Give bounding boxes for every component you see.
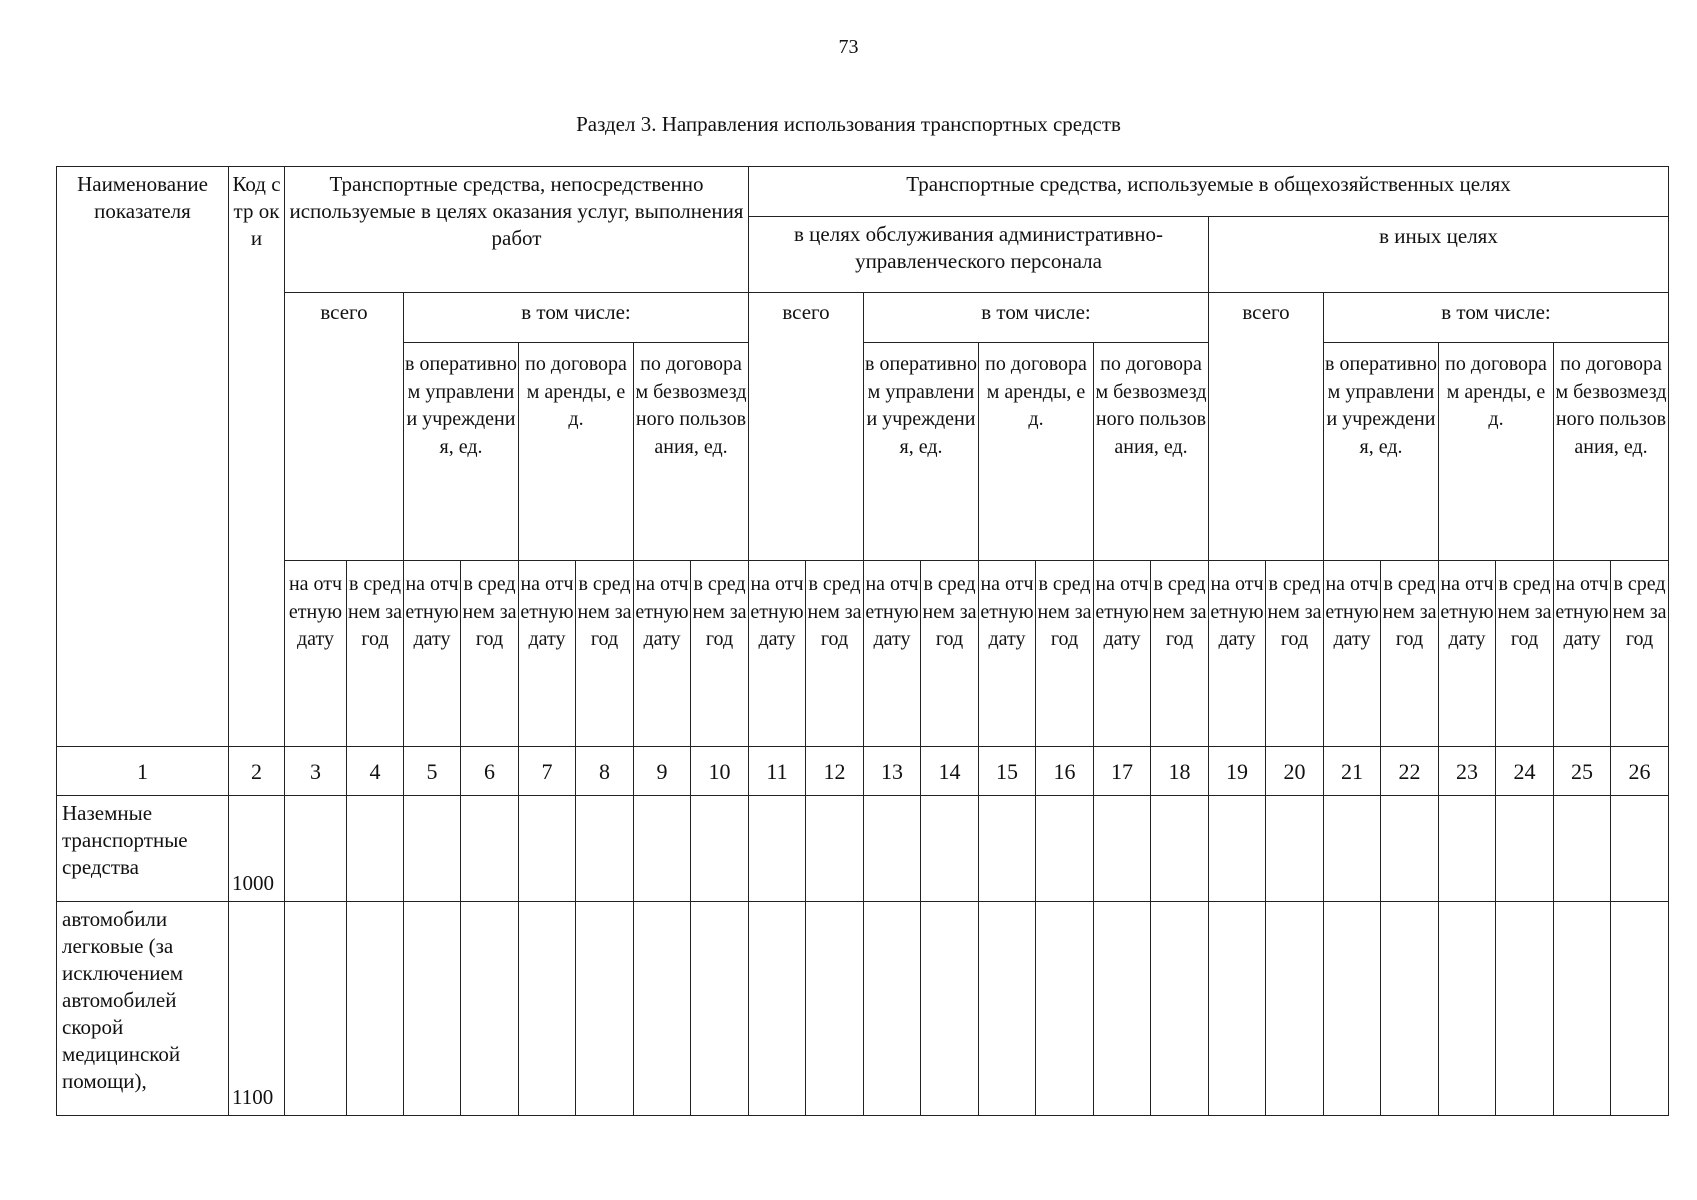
data-cell[interactable] — [404, 796, 461, 902]
header-code: Код стр оки — [229, 167, 285, 747]
data-cell[interactable] — [864, 902, 921, 1116]
data-cell[interactable] — [347, 902, 404, 1116]
column-number: 1 — [57, 747, 229, 796]
header-at-date: на отчетную дату — [1324, 561, 1381, 747]
header-avg-year: в среднем за год — [691, 561, 749, 747]
header-operative: в оперативном управлении учреждения, ед. — [404, 343, 519, 561]
header-at-date: на отчетную дату — [519, 561, 576, 747]
section-title: Раздел 3. Направления использования транспортных средств — [576, 112, 1121, 136]
data-cell[interactable] — [1151, 902, 1209, 1116]
data-cell[interactable] — [691, 902, 749, 1116]
header-avg-year: в среднем за год — [1496, 561, 1554, 747]
header-at-date: на отчетную дату — [1209, 561, 1266, 747]
header-free-use: по договорам безвозмездного пользования, ед. — [634, 343, 749, 561]
column-number: 7 — [519, 747, 576, 796]
data-cell[interactable] — [1554, 902, 1611, 1116]
header-total: всего — [749, 293, 864, 561]
page-number: 73 — [838, 36, 859, 58]
data-cell[interactable] — [864, 796, 921, 902]
data-cell[interactable] — [461, 796, 519, 902]
data-cell[interactable] — [1094, 902, 1151, 1116]
column-number: 3 — [285, 747, 347, 796]
header-avg-year: в среднем за год — [347, 561, 404, 747]
data-cell[interactable] — [1036, 796, 1094, 902]
column-number: 24 — [1496, 747, 1554, 796]
data-cell[interactable] — [1439, 902, 1496, 1116]
data-cell[interactable] — [1151, 796, 1209, 902]
column-number: 22 — [1381, 747, 1439, 796]
data-cell[interactable] — [1324, 902, 1381, 1116]
column-number: 5 — [404, 747, 461, 796]
column-number: 8 — [576, 747, 634, 796]
column-number: 10 — [691, 747, 749, 796]
column-number: 19 — [1209, 747, 1266, 796]
data-cell[interactable] — [921, 796, 979, 902]
data-cell[interactable] — [634, 796, 691, 902]
row-code: 1100 — [229, 902, 285, 1116]
data-cell[interactable] — [1381, 902, 1439, 1116]
data-cell[interactable] — [979, 902, 1036, 1116]
data-cell[interactable] — [1611, 902, 1669, 1116]
header-at-date: на отчетную дату — [285, 561, 347, 747]
header-including: в том числе: — [404, 293, 749, 343]
data-cell[interactable] — [285, 796, 347, 902]
header-operative: в оперативном управлении учреждения, ед. — [864, 343, 979, 561]
data-cell[interactable] — [519, 902, 576, 1116]
header-at-date: на отчетную дату — [634, 561, 691, 747]
header-other-purposes: в иных целях — [1209, 217, 1669, 293]
data-cell[interactable] — [749, 902, 806, 1116]
column-number: 13 — [864, 747, 921, 796]
data-cell[interactable] — [1266, 902, 1324, 1116]
data-cell[interactable] — [806, 796, 864, 902]
data-cell[interactable] — [1496, 796, 1554, 902]
column-number: 26 — [1611, 747, 1669, 796]
header-at-date: на отчетную дату — [1439, 561, 1496, 747]
header-avg-year: в среднем за год — [1266, 561, 1324, 747]
data-cell[interactable] — [1439, 796, 1496, 902]
column-number: 14 — [921, 747, 979, 796]
header-including: в том числе: — [864, 293, 1209, 343]
header-including: в том числе: — [1324, 293, 1669, 343]
data-cell[interactable] — [1611, 796, 1669, 902]
row-name: Наземные транспортные средства — [57, 796, 229, 902]
header-at-date: на отчетную дату — [404, 561, 461, 747]
data-cell[interactable] — [576, 902, 634, 1116]
header-name: Наименование показателя — [57, 167, 229, 747]
header-at-date: на отчетную дату — [1094, 561, 1151, 747]
column-number: 21 — [1324, 747, 1381, 796]
header-rent: по договорам аренды, ед. — [979, 343, 1094, 561]
data-cell[interactable] — [1036, 902, 1094, 1116]
data-cell[interactable] — [1209, 796, 1266, 902]
column-number: 16 — [1036, 747, 1094, 796]
header-avg-year: в среднем за год — [576, 561, 634, 747]
data-cell[interactable] — [1094, 796, 1151, 902]
column-number: 9 — [634, 747, 691, 796]
data-cell[interactable] — [1266, 796, 1324, 902]
data-cell[interactable] — [404, 902, 461, 1116]
column-number: 4 — [347, 747, 404, 796]
header-at-date: на отчетную дату — [979, 561, 1036, 747]
data-cell[interactable] — [1554, 796, 1611, 902]
column-number: 18 — [1151, 747, 1209, 796]
data-cell[interactable] — [519, 796, 576, 902]
row-code: 1000 — [229, 796, 285, 902]
header-total: всего — [285, 293, 404, 561]
data-cell[interactable] — [1381, 796, 1439, 902]
data-cell[interactable] — [691, 796, 749, 902]
column-number: 2 — [229, 747, 285, 796]
data-cell[interactable] — [461, 902, 519, 1116]
column-number: 17 — [1094, 747, 1151, 796]
header-avg-year: в среднем за год — [1151, 561, 1209, 747]
data-cell[interactable] — [1324, 796, 1381, 902]
header-free-use: по договорам безвозмездного пользования, ед. — [1554, 343, 1669, 561]
data-cell[interactable] — [576, 796, 634, 902]
data-cell[interactable] — [634, 902, 691, 1116]
header-admin-staff: в целях обслуживания административно-управленческого персонала — [749, 217, 1209, 293]
column-number: 15 — [979, 747, 1036, 796]
row-name: автомобили легковые (за исключением автомобилей скорой медицинской помощи), — [57, 902, 229, 1116]
header-rent: по договорам аренды, ед. — [1439, 343, 1554, 561]
header-at-date: на отчетную дату — [1554, 561, 1611, 747]
usage-table — [56, 166, 1669, 1116]
data-cell[interactable] — [1209, 902, 1266, 1116]
header-operative: в оперативном управлении учреждения, ед. — [1324, 343, 1439, 561]
column-number: 20 — [1266, 747, 1324, 796]
header-avg-year: в среднем за год — [1036, 561, 1094, 747]
data-cell[interactable] — [347, 796, 404, 902]
column-number: 23 — [1439, 747, 1496, 796]
header-at-date: на отчетную дату — [864, 561, 921, 747]
header-direct-use: Транспортные средства, непосредственно используемые в целях оказания услуг, выполнения работ — [285, 167, 749, 293]
header-rent: по договорам аренды, ед. — [519, 343, 634, 561]
data-cell[interactable] — [1496, 902, 1554, 1116]
header-avg-year: в среднем за год — [1611, 561, 1669, 747]
data-cell[interactable] — [749, 796, 806, 902]
column-number: 25 — [1554, 747, 1611, 796]
header-avg-year: в среднем за год — [1381, 561, 1439, 747]
header-avg-year: в среднем за год — [921, 561, 979, 747]
header-general-use: Транспортные средства, используемые в общехозяйственных целях — [749, 167, 1669, 217]
column-number: 12 — [806, 747, 864, 796]
header-free-use: по договорам безвозмездного пользования, ед. — [1094, 343, 1209, 561]
data-cell[interactable] — [921, 902, 979, 1116]
data-cell[interactable] — [979, 796, 1036, 902]
header-total: всего — [1209, 293, 1324, 561]
column-number: 6 — [461, 747, 519, 796]
data-cell[interactable] — [285, 902, 347, 1116]
column-number: 11 — [749, 747, 806, 796]
header-avg-year: в среднем за год — [461, 561, 519, 747]
header-avg-year: в среднем за год — [806, 561, 864, 747]
data-cell[interactable] — [806, 902, 864, 1116]
header-at-date: на отчетную дату — [749, 561, 806, 747]
